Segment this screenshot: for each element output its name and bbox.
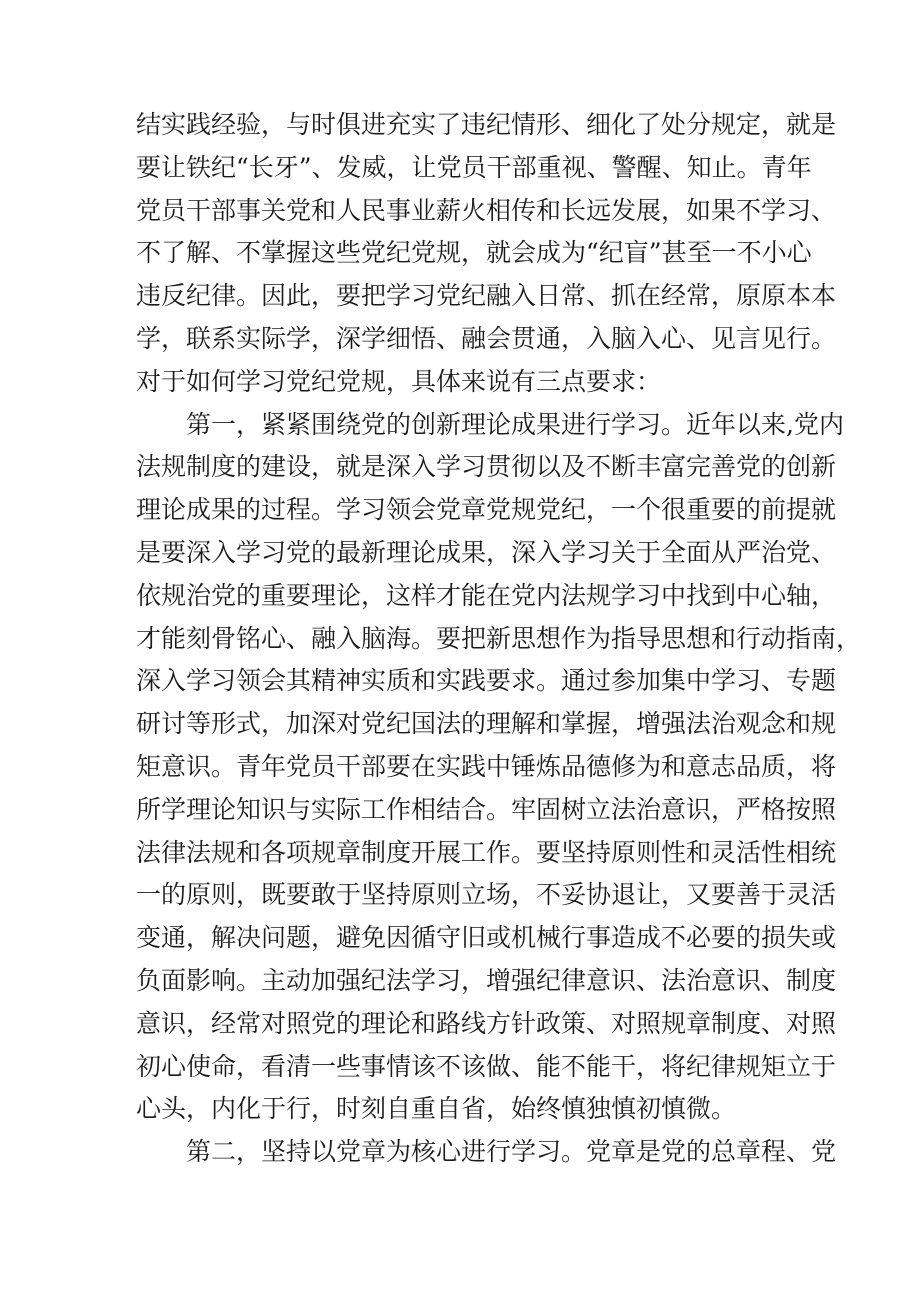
- text-line: 结实践经验，与时俱进充实了违纪情形、细化了处分规定，就是: [136, 110, 837, 139]
- paragraph: [136, 1131, 837, 1174]
- paragraph: [136, 104, 837, 404]
- text-line: 负面影响。主动加强纪法学习，增强纪律意识、法治意识、制度: [136, 965, 837, 995]
- text-line: 要让铁纪“长牙”、发威，让党员干部重视、警醒、知止。青年: [136, 152, 812, 182]
- text-line: 第一，紧紧围绕党的创新理论成果进行学习。近年以来,党内: [186, 409, 844, 439]
- text-line: 理论成果的过程。学习领会党章党规党纪，一个很重要的前提就: [136, 495, 837, 525]
- text-line: 对于如何学习党纪党规，具体来说有三点要求：: [136, 366, 662, 396]
- text-line: 一的原则，既要敢于坚持原则立场，不妥协退让，又要善于灵活: [136, 880, 837, 910]
- paragraph: [136, 404, 862, 1132]
- text-line: 意识，经常对照党的理论和路线方针政策、对照规章制度、对照: [136, 1008, 837, 1038]
- text-line: 心头，内化于行，时刻自重自省，始终慎独慎初慎微。: [136, 1094, 737, 1124]
- text-line: 第二，坚持以党章为核心进行学习。党章是党的总章程、党: [186, 1137, 837, 1167]
- text-line: 法律法规和各项规章制度开展工作。要坚持原则性和灵活性相统: [136, 837, 837, 867]
- text-line: 所学理论知识与实际工作相结合。牢固树立法治意识，严格按照: [136, 794, 837, 824]
- text-line: 研讨等形式，加深对党纪国法的理解和掌握，增强法治观念和规: [136, 709, 837, 739]
- text-line: 学，联系实际学，深学细悟、融会贯通，入脑入心、见言见行。: [136, 323, 837, 353]
- document-body: [136, 104, 862, 1174]
- text-line: 违反纪律。因此，要把学习党纪融入日常、抓在经常，原原本本: [136, 281, 837, 311]
- text-line: 矩意识。青年党员干部要在实践中锤炼品德修为和意志品质，将: [136, 751, 837, 781]
- text-line: 初心使命，看清一些事情该不该做、能不能干，将纪律规矩立于: [136, 1051, 837, 1081]
- text-line: 深入学习领会其精神实质和实践要求。通过参加集中学习、专题: [136, 666, 837, 696]
- text-line: 法规制度的建设，就是深入学习贯彻以及不断丰富完善党的创新: [136, 452, 837, 482]
- text-line: 党员干部事关党和人民事业薪火相传和长远发展，如果不学习、: [136, 195, 837, 225]
- text-line: 不了解、不掌握这些党纪党规，就会成为“纪盲”甚至一不小心: [136, 238, 812, 268]
- text-line: 变通，解决问题，避免因循守旧或机械行事造成不必要的损失或: [136, 923, 837, 953]
- text-line: 才能刻骨铭心、融入脑海。要把新思想作为指导思想和行动指南，: [136, 623, 862, 653]
- text-line: 是要深入学习党的最新理论成果，深入学习关于全面从严治党、: [136, 537, 837, 567]
- text-line: 依规治党的重要理论，这样才能在党内法规学习中找到中心轴，: [136, 580, 837, 610]
